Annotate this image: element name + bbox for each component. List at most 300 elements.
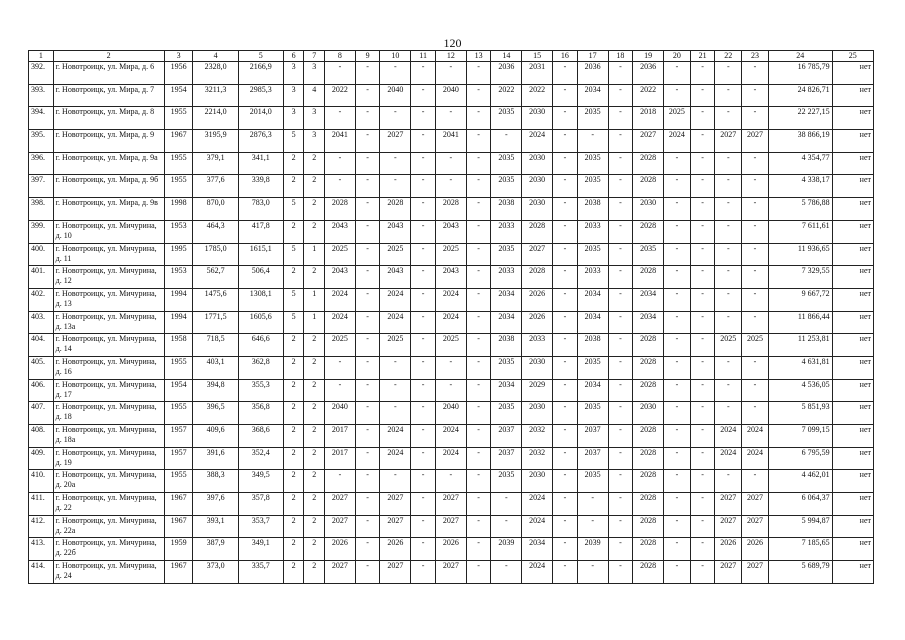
value-cell: - [355,561,380,584]
value-cell: 2024 [380,288,411,311]
value-cell: 2035 [491,107,522,130]
value-cell: - [690,243,715,266]
value-cell: - [466,470,491,493]
address-cell: г. Новотроицк, ул. Мира, д. 9в [53,198,164,221]
value-cell: - [435,62,466,85]
value-cell: 357,8 [238,493,283,516]
value-cell: 2043 [380,220,411,243]
column-header: 15 [522,51,553,62]
value-cell: - [608,356,633,379]
value-cell: - [324,62,355,85]
value-cell: - [690,152,715,175]
value-cell: - [466,220,491,243]
table-row [29,152,874,175]
value-cell: 2 [304,220,325,243]
value-cell: - [411,379,436,402]
value-cell: 2 [304,447,325,470]
value-cell: - [411,152,436,175]
value-cell: - [355,266,380,289]
value-cell: - [553,561,578,584]
value-cell: 2033 [491,266,522,289]
value-cell: - [355,447,380,470]
value-cell: 2028 [435,198,466,221]
value-cell: 2028 [633,470,664,493]
value-cell: - [466,515,491,538]
value-cell: 2025 [435,334,466,357]
cost-cell: 4 631,81 [768,356,832,379]
column-header: 14 [491,51,522,62]
column-number-row [29,51,874,62]
row-number-cell: 405. [29,356,54,379]
value-cell: - [466,266,491,289]
value-cell: 2025 [435,243,466,266]
row-number-cell: 399. [29,220,54,243]
cost-cell: 16 785,79 [768,62,832,85]
value-cell: 2036 [577,62,608,85]
value-cell: - [491,515,522,538]
value-cell: 2037 [491,447,522,470]
value-cell: 2 [304,561,325,584]
row-number-cell: 408. [29,425,54,448]
value-cell: 1615,1 [238,243,283,266]
value-cell: 2038 [491,334,522,357]
value-cell: 373,0 [193,561,238,584]
value-cell: 2027 [380,130,411,153]
value-cell: - [608,334,633,357]
value-cell: 2027 [324,515,355,538]
value-cell: 2024 [324,288,355,311]
value-cell: 1958 [164,334,193,357]
value-cell: 2022 [324,84,355,107]
column-header: 19 [633,51,664,62]
value-cell: 2026 [522,311,553,334]
value-cell: - [664,198,691,221]
column-header: 2 [53,51,164,62]
table-row [29,561,874,584]
value-cell: 1994 [164,288,193,311]
value-cell: 2 [304,198,325,221]
value-cell: - [664,152,691,175]
value-cell: - [411,266,436,289]
value-cell: - [742,379,769,402]
value-cell: - [466,130,491,153]
value-cell: 2027 [742,515,769,538]
value-cell: 2036 [491,62,522,85]
value-cell: - [553,493,578,516]
address-cell: г. Новотроицк, ул. Мичурина, д. 16 [53,356,164,379]
column-header: 13 [466,51,491,62]
column-header: 5 [238,51,283,62]
status-cell: нет [832,515,873,538]
value-cell: 2028 [633,447,664,470]
value-cell: 2035 [633,243,664,266]
cost-cell: 4 338,17 [768,175,832,198]
column-header: 9 [355,51,380,62]
cost-cell: 11 253,81 [768,334,832,357]
address-cell: г. Новотроицк, ул. Мичурина, д. 14 [53,334,164,357]
value-cell: 2 [283,425,304,448]
value-cell: - [690,175,715,198]
value-cell: 2028 [633,538,664,561]
value-cell: - [411,561,436,584]
value-cell: 2031 [522,62,553,85]
value-cell: - [355,379,380,402]
value-cell: - [380,107,411,130]
column-header: 23 [742,51,769,62]
value-cell: - [577,493,608,516]
value-cell: 335,7 [238,561,283,584]
value-cell: 2027 [522,243,553,266]
value-cell: 2030 [522,107,553,130]
status-cell: нет [832,356,873,379]
value-cell: 2040 [435,402,466,425]
value-cell: 1 [304,288,325,311]
value-cell: 2041 [324,130,355,153]
value-cell: - [466,198,491,221]
value-cell: 2027 [324,561,355,584]
address-cell: г. Новотроицк, ул. Мичурина, д. 24 [53,561,164,584]
value-cell: 1957 [164,447,193,470]
value-cell: 2017 [324,425,355,448]
value-cell: - [553,447,578,470]
value-cell: 2040 [324,402,355,425]
value-cell: - [690,425,715,448]
value-cell: 2043 [324,266,355,289]
value-cell: 2034 [577,288,608,311]
value-cell: - [411,515,436,538]
value-cell: - [664,266,691,289]
value-cell: 1955 [164,107,193,130]
value-cell: - [355,425,380,448]
value-cell: 2025 [664,107,691,130]
value-cell: - [466,107,491,130]
value-cell: 2024 [435,447,466,470]
table-row [29,402,874,425]
value-cell: 2 [283,220,304,243]
value-cell: - [664,402,691,425]
value-cell: 2024 [522,515,553,538]
value-cell: - [664,243,691,266]
value-cell: 2024 [435,311,466,334]
column-header: 7 [304,51,325,62]
value-cell: 2 [304,538,325,561]
column-header: 17 [577,51,608,62]
row-number-cell: 397. [29,175,54,198]
value-cell: - [466,334,491,357]
value-cell: 1954 [164,84,193,107]
value-cell: 2 [304,175,325,198]
cost-cell: 5 994,87 [768,515,832,538]
value-cell: 352,4 [238,447,283,470]
value-cell: - [664,220,691,243]
value-cell: 388,3 [193,470,238,493]
value-cell: 2026 [380,538,411,561]
value-cell: 2027 [742,130,769,153]
value-cell: 3195,9 [193,130,238,153]
value-cell: 2027 [435,515,466,538]
value-cell: - [411,356,436,379]
address-cell: г. Новотроицк, ул. Мира, д. 9а [53,152,164,175]
column-header: 20 [664,51,691,62]
row-number-cell: 407. [29,402,54,425]
value-cell: - [435,379,466,402]
value-cell: - [608,493,633,516]
value-cell: 1771,5 [193,311,238,334]
value-cell: - [690,220,715,243]
value-cell: 2 [304,470,325,493]
value-cell: 2034 [491,288,522,311]
value-cell: 2 [283,379,304,402]
value-cell: - [553,220,578,243]
value-cell: 2018 [633,107,664,130]
value-cell: 5 [283,198,304,221]
value-cell: 3 [283,84,304,107]
value-cell: 2214,0 [193,107,238,130]
value-cell: - [742,62,769,85]
table-row [29,266,874,289]
value-cell: - [553,62,578,85]
cost-cell: 5 786,88 [768,198,832,221]
table-row [29,130,874,153]
value-cell: 870,0 [193,198,238,221]
value-cell: - [715,152,742,175]
value-cell: - [690,493,715,516]
value-cell: - [664,447,691,470]
value-cell: 562,7 [193,266,238,289]
value-cell: 1 [304,311,325,334]
value-cell: - [411,175,436,198]
value-cell: - [380,152,411,175]
value-cell: - [742,402,769,425]
value-cell: 2035 [491,175,522,198]
value-cell: 393,1 [193,515,238,538]
value-cell: 3 [304,107,325,130]
value-cell: 2027 [715,561,742,584]
value-cell: 2 [283,356,304,379]
status-cell: нет [832,198,873,221]
column-header: 16 [553,51,578,62]
value-cell: - [411,84,436,107]
value-cell: 2024 [324,311,355,334]
value-cell: - [411,402,436,425]
value-cell: 2024 [715,447,742,470]
value-cell: 2024 [380,447,411,470]
value-cell: 5 [283,243,304,266]
value-cell: - [664,538,691,561]
cost-cell: 5 689,79 [768,561,832,584]
value-cell: 341,1 [238,152,283,175]
value-cell: 2025 [380,243,411,266]
value-cell: 2043 [380,266,411,289]
value-cell: - [466,561,491,584]
value-cell: 2 [304,152,325,175]
value-cell: 2026 [324,538,355,561]
value-cell: - [690,402,715,425]
value-cell: 2028 [633,425,664,448]
value-cell: - [466,538,491,561]
value-cell: 506,4 [238,266,283,289]
value-cell: 394,8 [193,379,238,402]
value-cell: 2027 [380,493,411,516]
value-cell: - [466,493,491,516]
value-cell: - [608,447,633,470]
value-cell: - [608,425,633,448]
value-cell: 2027 [633,130,664,153]
table-row [29,334,874,357]
address-cell: г. Новотроицк, ул. Мира, д. 9 [53,130,164,153]
column-header: 25 [832,51,873,62]
status-cell: нет [832,288,873,311]
column-header: 11 [411,51,436,62]
value-cell: - [715,470,742,493]
value-cell: - [690,334,715,357]
value-cell: 2035 [491,356,522,379]
status-cell: нет [832,243,873,266]
value-cell: - [411,425,436,448]
value-cell: - [466,84,491,107]
column-header: 21 [690,51,715,62]
value-cell: - [355,243,380,266]
value-cell: 391,6 [193,447,238,470]
address-cell: г. Новотроицк, ул. Мира, д. 6 [53,62,164,85]
value-cell: 2039 [491,538,522,561]
value-cell: - [608,538,633,561]
value-cell: 1308,1 [238,288,283,311]
value-cell: 377,6 [193,175,238,198]
value-cell: 2040 [380,84,411,107]
row-number-cell: 413. [29,538,54,561]
value-cell: 2037 [577,425,608,448]
value-cell: 1955 [164,356,193,379]
value-cell: 2 [283,402,304,425]
value-cell: 2024 [435,425,466,448]
value-cell: 3 [283,107,304,130]
status-cell: нет [832,220,873,243]
address-cell: г. Новотроицк, ул. Мичурина, д. 18а [53,425,164,448]
value-cell: 2030 [633,402,664,425]
value-cell: - [355,311,380,334]
value-cell: 2028 [633,266,664,289]
value-cell: 464,3 [193,220,238,243]
value-cell: - [355,334,380,357]
value-cell: 2034 [633,288,664,311]
value-cell: 2034 [491,379,522,402]
value-cell: - [664,62,691,85]
value-cell: - [664,84,691,107]
value-cell: 2028 [522,266,553,289]
value-cell: 2035 [491,402,522,425]
value-cell: 2029 [522,379,553,402]
table-row [29,243,874,266]
value-cell: - [742,266,769,289]
value-cell: - [466,311,491,334]
table-row [29,62,874,85]
address-cell: г. Новотроицк, ул. Мичурина, д. 22а [53,515,164,538]
address-cell: г. Новотроицк, ул. Мичурина, д. 12 [53,266,164,289]
value-cell: - [380,402,411,425]
value-cell: - [608,561,633,584]
value-cell: - [324,470,355,493]
value-cell: - [664,515,691,538]
value-cell: 2039 [577,538,608,561]
value-cell: 2 [304,402,325,425]
value-cell: - [466,425,491,448]
status-cell: нет [832,447,873,470]
value-cell: - [608,470,633,493]
table-row [29,220,874,243]
value-cell: 2038 [577,198,608,221]
status-cell: нет [832,334,873,357]
value-cell: - [466,288,491,311]
value-cell: - [411,447,436,470]
value-cell: 396,5 [193,402,238,425]
value-cell: - [466,175,491,198]
value-cell: 2024 [715,425,742,448]
cost-cell: 5 851,93 [768,402,832,425]
value-cell: - [690,311,715,334]
value-cell: - [742,288,769,311]
value-cell: 2030 [522,402,553,425]
value-cell: - [380,356,411,379]
value-cell: 2035 [577,356,608,379]
value-cell: - [690,266,715,289]
value-cell: - [355,198,380,221]
value-cell: 2035 [577,470,608,493]
value-cell: 2028 [522,220,553,243]
value-cell: 2 [304,266,325,289]
value-cell: - [690,470,715,493]
value-cell: - [355,152,380,175]
value-cell: - [553,152,578,175]
status-cell: нет [832,107,873,130]
value-cell: - [466,447,491,470]
address-cell: г. Новотроицк, ул. Мира, д. 9б [53,175,164,198]
value-cell: 2 [283,470,304,493]
value-cell: 2027 [715,130,742,153]
table-row [29,425,874,448]
value-cell: 3211,3 [193,84,238,107]
value-cell: - [608,379,633,402]
row-number-cell: 396. [29,152,54,175]
value-cell: 2028 [380,198,411,221]
table-row [29,288,874,311]
row-number-cell: 406. [29,379,54,402]
cost-cell: 4 354,77 [768,152,832,175]
value-cell: - [553,266,578,289]
value-cell: 2028 [633,334,664,357]
value-cell: - [608,107,633,130]
value-cell: 1955 [164,470,193,493]
value-cell: - [411,288,436,311]
value-cell: 2027 [435,493,466,516]
cost-cell: 22 227,15 [768,107,832,130]
status-cell: нет [832,379,873,402]
value-cell: - [664,493,691,516]
value-cell: 2 [283,334,304,357]
table-row [29,311,874,334]
value-cell: - [553,538,578,561]
value-cell: 1995 [164,243,193,266]
value-cell: 2033 [577,220,608,243]
value-cell: 2041 [435,130,466,153]
value-cell: 349,5 [238,470,283,493]
status-cell: нет [832,493,873,516]
value-cell: - [355,402,380,425]
value-cell: 646,6 [238,334,283,357]
cost-cell: 6 064,37 [768,493,832,516]
value-cell: 2040 [435,84,466,107]
value-cell: - [411,220,436,243]
